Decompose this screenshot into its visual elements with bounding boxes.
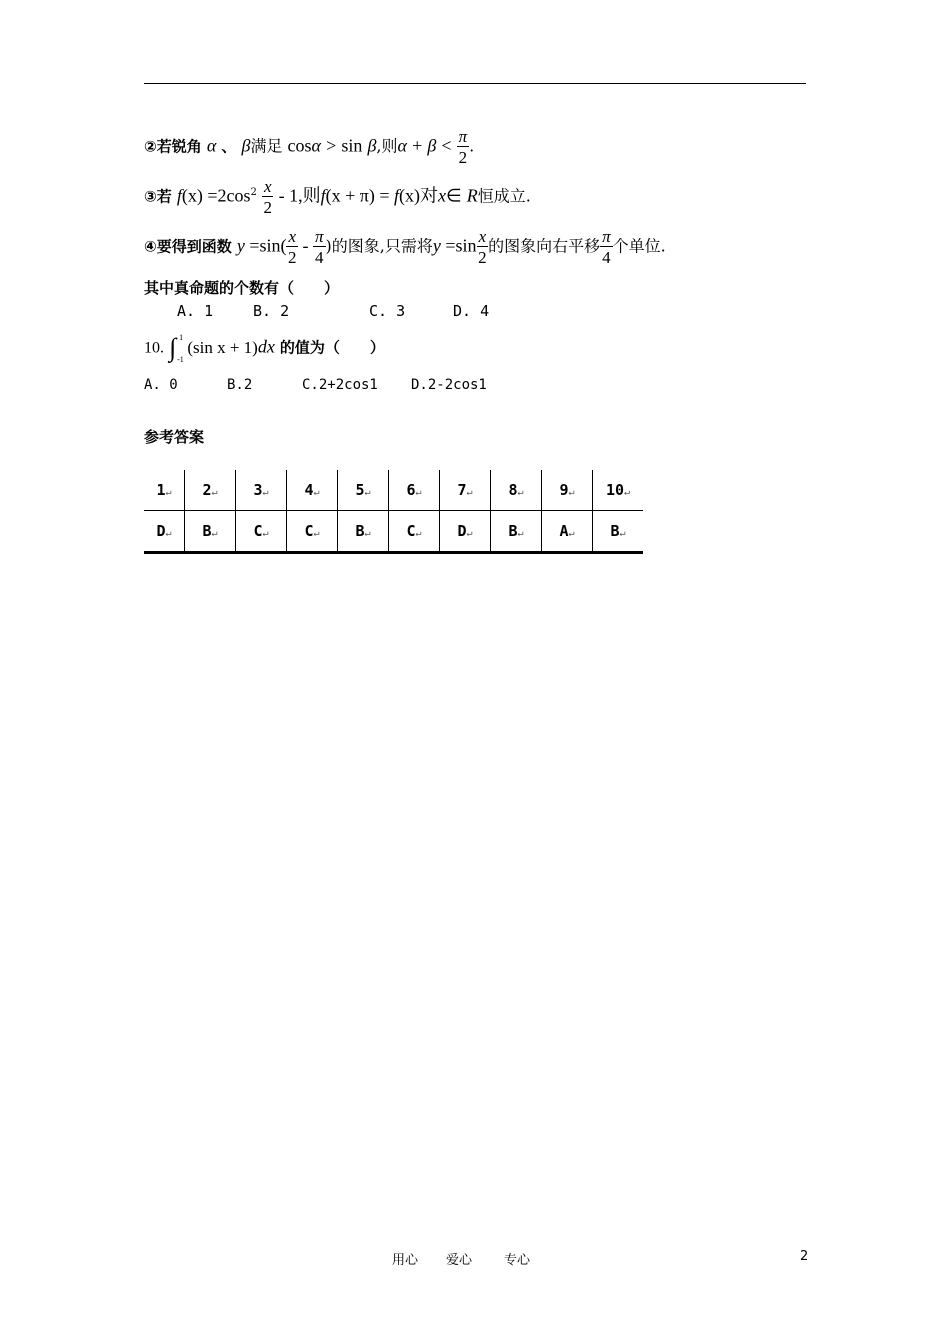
footer-word-1: 用心 [392,1253,419,1268]
option-c: C. 3 [369,302,406,320]
option-a: A. 1 [177,302,214,320]
answer-cell: D↵ [144,511,185,553]
s3-lead: 若 [156,187,172,206]
s4-frac2: $\frac{\pi}{4}$ [315,227,324,267]
integral-sign: ∫ 1 -1 [169,333,184,364]
s3-sup: 2 [250,187,257,199]
s4-frac4: $\frac{\pi}{4}$ [602,227,611,267]
q10-option-a: A. 0 [144,377,178,393]
s3-in: ∈ [446,185,462,206]
answer-table-number-row [144,470,643,511]
marker-2: ② [144,137,157,156]
question-number-cell: 7↵ [440,470,491,511]
s4-end: 个单位. [612,236,666,256]
question-number-cell: 1↵ [144,470,185,511]
s3-fraction: $\frac{x}{2}$ [263,177,272,217]
question-number-cell: 9↵ [542,470,593,511]
s2-gt: > [326,135,337,156]
q10-option-d: D.2-2cos1 [411,377,487,393]
beta: β [241,135,251,156]
s3-minus: - 1,则 [278,185,321,206]
marker-3: ③ [144,187,157,206]
s4-y2: y [432,235,441,256]
answer-cell: C↵ [389,511,440,553]
answer-cell: B↵ [338,511,389,553]
s2-fraction: $\frac{\pi}{2}$ [458,127,468,167]
answer-cell: B↵ [185,511,236,553]
question-number-cell: 4↵ [287,470,338,511]
question-number-cell: 6↵ [389,470,440,511]
s3-f3: f [393,185,399,206]
s4-y1: y [236,235,245,256]
q10-number: 10. [144,339,164,357]
s2-text: 满足 [250,136,283,156]
alpha: α [206,135,217,156]
s4-frac3: $\frac{x}{2}$ [478,227,487,267]
s3-f2: f [320,185,326,206]
s2-sin: sin [341,135,363,156]
page-number: 2 [800,1249,809,1264]
q10-integrand: (sin x + 1) [187,337,258,357]
s3-end: 恒成立. [477,186,531,206]
s2-sep: 、 [221,137,237,156]
question-number-cell: 8↵ [491,470,542,511]
answer-cell: B↵ [593,511,644,553]
option-b: B. 2 [253,302,290,320]
s4-eq1: =sin( [244,235,287,256]
s2-lt: < [441,135,452,156]
s2-plus: + [412,135,423,156]
s3-x: x [438,185,446,206]
footer-word-3: 专心 [504,1253,531,1268]
s4-mid: - [298,235,314,256]
q10-option-c: C.2+2cos1 [302,377,378,393]
s4-after: )的图象,只需将 [325,236,433,256]
q10-option-b: B.2 [227,377,253,393]
s3-f: f [176,185,182,206]
footer-word-2: 爱心 [446,1253,473,1268]
answer-cell: A↵ [542,511,593,553]
q10-tail: 的值为（ ） [279,338,385,357]
answer-cell: B↵ [491,511,542,553]
question-number-cell: 10↵ [593,470,644,511]
s3-def: (x) =2cos [181,185,251,206]
s4-frac1: $\frac{x}{2}$ [287,227,297,267]
statement-4 [144,228,666,266]
s2-lead: 若锐角 [156,137,202,156]
answer-cell: C↵ [236,511,287,553]
question-number-cell: 2↵ [185,470,236,511]
s3-R: R [466,185,478,206]
s2-then: ,则 [376,136,398,156]
s2-cos: cos [287,135,312,156]
answer-cell: D↵ [440,511,491,553]
question-number-cell: 5↵ [338,470,389,511]
statement-3 [144,178,531,216]
s4-lead: 要得到函数 [156,237,232,256]
option-d: D. 4 [453,302,490,320]
integral-upper: 1 [179,333,184,342]
statement-2: ②若锐角 α 、 β满足 cosα > sin β,则α + β < $\frac{\pi}{2}$ . [144,127,475,167]
answer-table [144,470,643,554]
s3-tail: (x)对 [399,185,438,206]
s4-move: 的图象向右平移 [488,236,601,256]
header-rule [144,83,806,84]
s2-end: . [469,136,475,156]
question-number-cell: 3↵ [236,470,287,511]
question-10 [144,333,385,363]
s4-eq2: =sin [440,235,477,256]
answer-table-answer-row [144,511,643,553]
marker-4: ④ [144,237,157,256]
answer-cell: C↵ [287,511,338,553]
answer-heading: 参考答案 [144,428,205,446]
question-9-prompt: 其中真命题的个数有（ ） [144,279,340,297]
integral-lower: -1 [177,355,184,364]
s3-arg: (x + π) = [325,185,394,206]
q10-dx: dx [257,336,275,357]
